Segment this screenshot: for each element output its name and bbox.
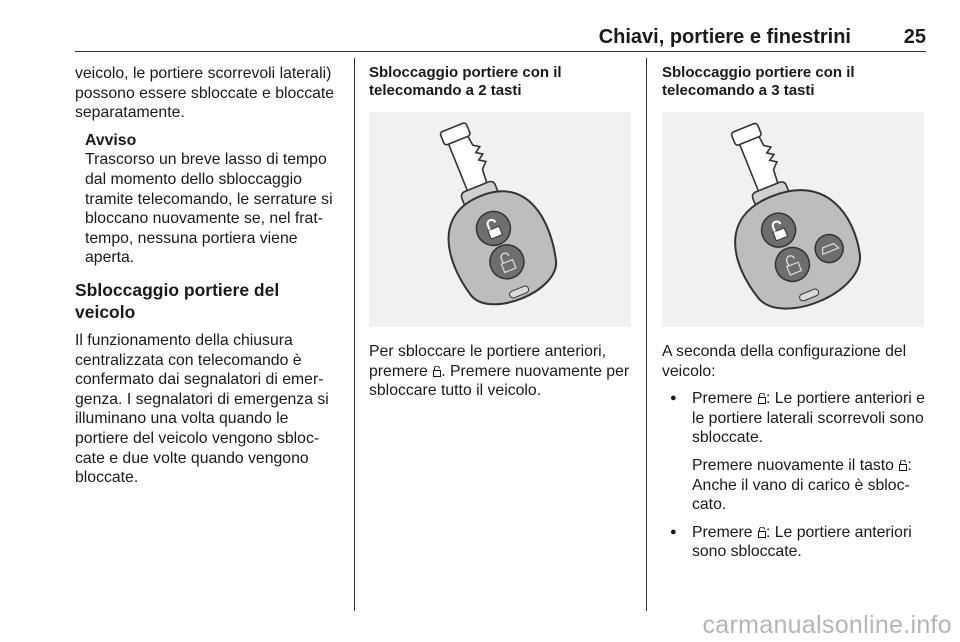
list-item <box>662 523 928 562</box>
open-padlock-icon <box>758 524 766 535</box>
config-intro: A seconda della configurazione del veicolo: <box>662 343 907 380</box>
bullet-list <box>662 389 928 562</box>
header-title: Chiavi, portiere e finestrini <box>598 26 851 48</box>
text-before-icon: Premere <box>692 523 757 541</box>
header-rule <box>75 51 926 52</box>
unlock-instruction <box>369 342 635 401</box>
bullet-extra-text <box>692 456 928 515</box>
text-before-icon: Premere <box>692 390 757 408</box>
key-fob-2-buttons-illustration <box>369 112 631 327</box>
section-paragraph: Il funzionamento della chiusura centralizzata con telecomando è confermato dai segnalatori di emer-genza. I segnalatori di emergenza si illuminano una volta quando le portiere del veicolo vengono sbloc-cate e due volte quando vengono bloccate. <box>75 331 329 487</box>
watermark: carmanualsonline.info <box>702 611 952 639</box>
open-padlock-icon <box>433 363 441 374</box>
bullet-text <box>692 389 928 448</box>
column-divider <box>646 58 647 611</box>
subsection-heading-2-button: Sbloccaggio portiere con il telecomando a 2 tasti <box>369 64 562 99</box>
section-heading: Sbloccaggio portiere del veicolo <box>75 279 280 322</box>
text-after-icon: : Le portiere anteriori e le portiere laterali scorrevoli sono sbloccate. <box>692 390 925 447</box>
notice-title: Avviso <box>85 131 137 149</box>
bullet-text <box>692 523 928 562</box>
text-after-icon: : Anche il vano di carico è sbloc-cato. <box>692 456 912 514</box>
text-before-icon: Per sbloccare le portiere anteriori, premere <box>369 343 607 380</box>
list-item <box>662 389 928 515</box>
key-fob-3-buttons-illustration <box>662 112 924 327</box>
intro-paragraph: veicolo, le portiere scorrevoli laterali) possono essere sbloccate e bloccate separatamente. <box>75 65 335 122</box>
column-3 <box>662 64 928 570</box>
page-number: 25 <box>903 26 926 48</box>
notice-text: Trascorso un breve lasso di tempo dal momento dello sbloccaggio tramite telecomando, le serrature si bloccano nuovamente se, nel frat-tempo, nessuna portiera viene aperta. <box>85 151 333 267</box>
column-2 <box>369 64 635 401</box>
open-padlock-icon <box>899 457 907 468</box>
column-1 <box>75 64 343 488</box>
text-after-icon: . Premere nuovamente per sbloccare tutto il veicolo. <box>369 362 630 400</box>
notice-box <box>85 131 343 268</box>
open-padlock-icon <box>758 390 766 401</box>
text-before-icon: Premere nuovamente il tasto <box>692 456 899 474</box>
page-header <box>75 26 926 50</box>
subsection-heading-3-button: Sbloccaggio portiere con il telecomando a 3 tasti <box>662 64 855 99</box>
column-divider <box>354 58 355 611</box>
text-after-icon: : Le portiere anteriori sono sbloccate. <box>692 523 912 561</box>
